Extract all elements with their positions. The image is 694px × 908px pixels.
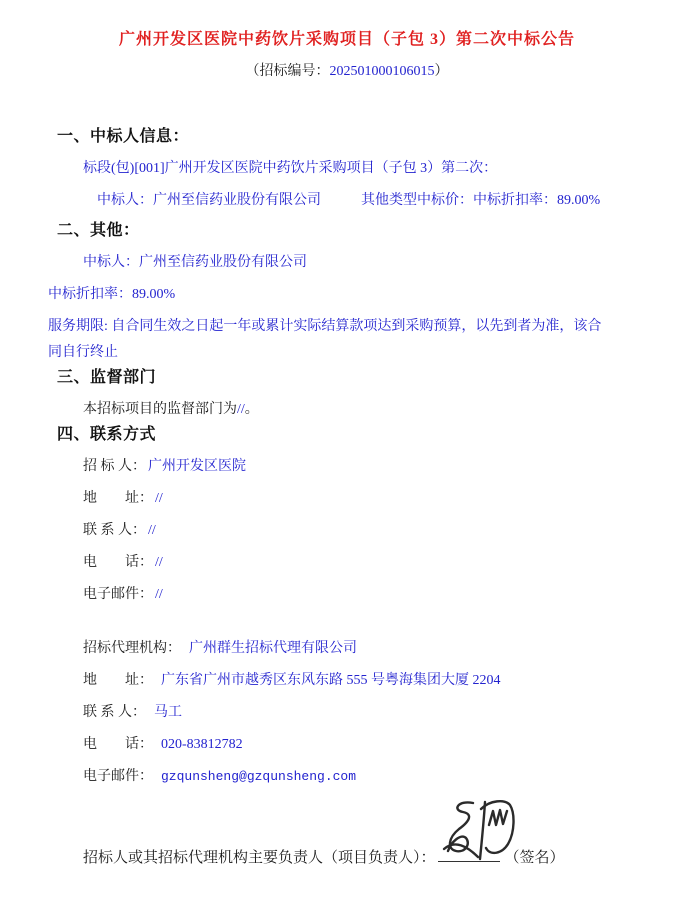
service-term-line2: 同自行终止 xyxy=(48,345,118,360)
discount-rate: 中标折扣率：89.00% xyxy=(48,287,176,302)
contact-label: 电子邮件： xyxy=(83,587,153,602)
contact-row-agency-phone xyxy=(83,736,646,754)
contact-row-agency-person xyxy=(83,704,646,722)
agency-contact-block xyxy=(48,640,646,786)
contact-label: 电 话： xyxy=(83,555,153,570)
contact-row-email xyxy=(83,586,646,604)
contact-row-address xyxy=(83,490,646,508)
agency-email: gzqunsheng@gzqunsheng.com xyxy=(161,769,357,784)
contact-label: 招标代理机构： xyxy=(83,641,181,656)
agency-name: 广州群生招标代理有限公司 xyxy=(189,641,357,656)
tender-number-line xyxy=(48,63,646,81)
supervision-line xyxy=(83,401,646,419)
page-title: 广州开发区医院中药饮片采购项目（子包 3）第二次中标公告 xyxy=(118,31,575,48)
contact-row-person xyxy=(83,522,646,540)
winner-line xyxy=(97,192,646,210)
section2-heading: 二、其他： xyxy=(57,222,140,239)
supervision-value: // xyxy=(237,402,245,417)
contact-label: 地 址： xyxy=(83,491,153,506)
section1-heading: 一、中标人信息： xyxy=(57,128,190,145)
agency-contact-person: 马工 xyxy=(154,705,182,720)
section3-heading: 三、监督部门 xyxy=(57,369,157,386)
tenderer-email: // xyxy=(155,587,163,602)
tenderer-contact-person: // xyxy=(148,523,156,538)
signature-suffix: （签名） xyxy=(504,850,565,866)
contact-label: 电子邮件： xyxy=(83,769,153,784)
handwritten-signature xyxy=(440,797,520,865)
lot-line: 标段(包)[001]广州开发区医院中药饮片采购项目（子包 3）第二次： xyxy=(83,161,498,176)
section2-winner: 中标人：广州至信药业股份有限公司 xyxy=(83,255,307,270)
tenderer-address: // xyxy=(155,491,163,506)
tenderee-contact-block xyxy=(48,458,646,604)
winner-name: 中标人：广州至信药业股份有限公司 xyxy=(97,193,321,208)
contact-row-agency-address xyxy=(83,672,646,690)
contact-label: 电 话： xyxy=(83,737,153,752)
section4-heading: 四、联系方式 xyxy=(57,426,157,443)
signature-line xyxy=(83,848,646,868)
supervision-suffix: 。 xyxy=(244,402,259,417)
contact-label: 招 标 人： xyxy=(83,459,146,474)
tenderer-name: 广州开发区医院 xyxy=(148,459,246,474)
contact-label: 地 址： xyxy=(83,673,153,688)
tender-number-suffix: ） xyxy=(434,64,449,79)
agency-phone: 020-83812782 xyxy=(161,737,243,752)
contact-row-tenderer xyxy=(83,458,646,476)
supervision-prefix: 本招标项目的监督部门为 xyxy=(83,402,237,417)
service-term-line1: 服务期限: 自合同生效之日起一年或累计实际结算款项达到采购预算，以先到者为准，该合 xyxy=(48,319,602,334)
contact-label: 联 系 人： xyxy=(83,523,146,538)
tenderer-phone: // xyxy=(155,555,163,570)
signature-label: 招标人或其招标代理机构主要负责人（项目负责人）： xyxy=(83,850,436,866)
agency-address: 广东省广州市越秀区东风东路 555 号粤海集团大厦 2204 xyxy=(161,673,501,688)
contact-row-agency-email xyxy=(83,768,646,786)
contact-row-agency xyxy=(83,640,646,658)
other-price: 其他类型中标价：中标折扣率：89.00% xyxy=(361,193,601,208)
contact-row-phone xyxy=(83,554,646,572)
tender-number: 202501000106015 xyxy=(329,64,435,79)
tender-number-prefix: （招标编号： xyxy=(245,64,330,79)
contact-label: 联 系 人： xyxy=(83,705,146,720)
